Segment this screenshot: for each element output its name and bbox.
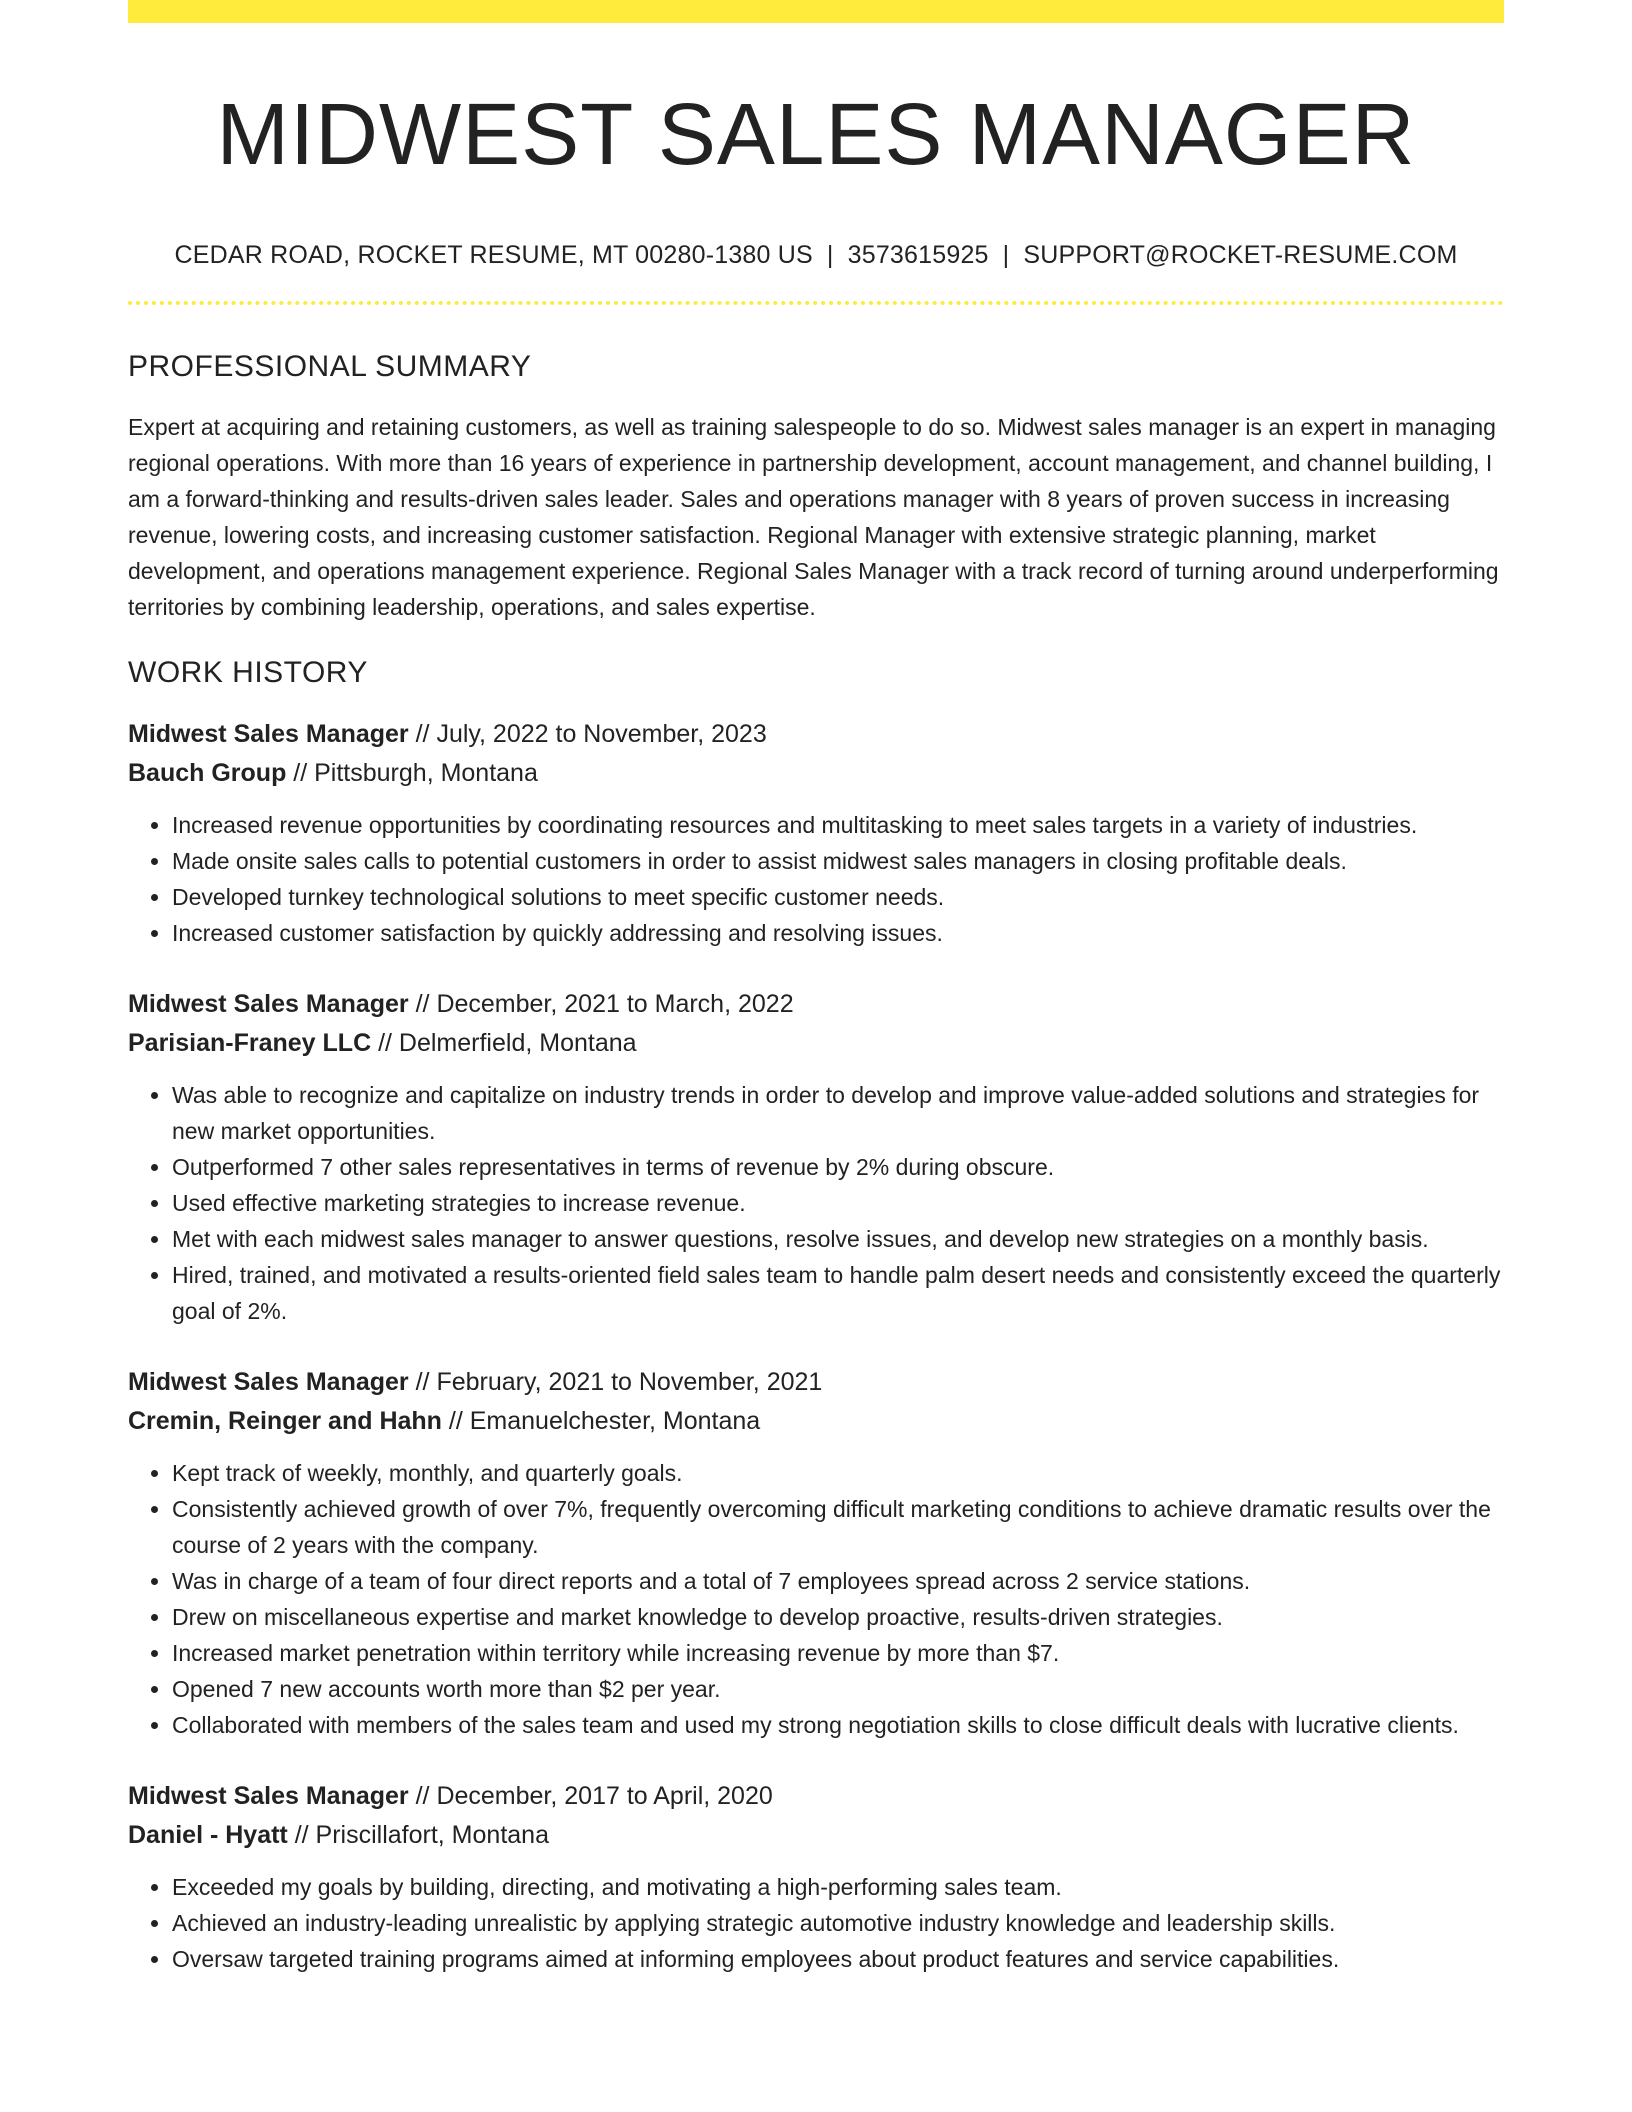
job-location: // Delmerfield, Montana [371,1029,637,1058]
job-company-line [128,754,1504,793]
job-entry [128,1777,1504,1977]
job-bullet: • Oversaw targeted training programs aimed at informing employees about product features and service capabilities. [172,1941,1504,1977]
job-title-line [128,1363,1504,1402]
summary-text: Expert at acquiring and retaining customers, as well as training salespeople to do so. Midwest sales manager is an expert in managing regional operations. With more than 16 years of experience in partnership development, account management, and channel building, I am a forward-thinking and results-driven sales leader. Sales and operations manager with 8 years of proven success in increasing revenue, lowering costs, and increasing customer satisfaction. Regional Manager with extensive strategic planning, market development, and operations management experience. Regional Sales Manager with a track record of turning around underperforming territories by combining leadership, operations, and sales expertise. [128,414,1499,621]
job-dates: // December, 2021 to March, 2022 [408,990,794,1019]
job-bullet: • Drew on miscellaneous expertise and market knowledge to develop proactive, results-driven strategies. [172,1599,1504,1635]
section-title-work-history: WORK HISTORY [128,656,368,690]
job-bullet: • Increased revenue opportunities by coordinating resources and multitasking to meet sales targets in a variety of industries. [172,807,1504,843]
job-bullet: • Increased customer satisfaction by quickly addressing and resolving issues. [172,915,1504,951]
job-title-line [128,715,1504,754]
job-bullet: • Collaborated with members of the sales team and used my strong negotiation skills to close difficult deals with lucrative clients. [172,1707,1504,1743]
job-dates: // December, 2017 to April, 2020 [408,1782,773,1811]
job-company-line [128,1816,1504,1855]
job-bullet: • Met with each midwest sales manager to answer questions, resolve issues, and develop new strategies on a monthly basis. [172,1221,1504,1257]
job-title: Midwest Sales Manager [128,990,409,1019]
job-company-line [128,1402,1504,1441]
job-bullet: • Developed turnkey technological solutions to meet specific customer needs. [172,879,1504,915]
job-bullets [128,1455,1504,1743]
job-dates: // July, 2022 to November, 2023 [408,720,767,749]
contact-email: SUPPORT@ROCKET-RESUME.COM [1023,241,1458,270]
job-bullet: • Made onsite sales calls to potential customers in order to assist midwest sales managers in closing profitable deals. [172,843,1504,879]
job-title-line [128,1777,1504,1816]
job-entry [128,715,1504,951]
job-bullets [128,1077,1504,1329]
job-company-line [128,1024,1504,1063]
job-location: // Priscillafort, Montana [287,1821,549,1850]
job-title: Midwest Sales Manager [128,1782,409,1811]
job-bullet: • Kept track of weekly, monthly, and quarterly goals. [172,1455,1504,1491]
job-dates: // February, 2021 to November, 2021 [408,1368,823,1397]
job-bullet: • Achieved an industry-leading unrealistic by applying strategic automotive industry knowledge and leadership skills. [172,1905,1504,1941]
job-company: Daniel - Hyatt [128,1821,288,1850]
job-bullet: • Was in charge of a team of four direct reports and a total of 7 employees spread across 2 service stations. [172,1563,1504,1599]
job-title: Midwest Sales Manager [128,1368,409,1397]
job-bullet: • Used effective marketing strategies to increase revenue. [172,1185,1504,1221]
job-entry [128,1363,1504,1743]
job-bullets [128,807,1504,951]
job-bullet: • Opened 7 new accounts worth more than $2 per year. [172,1671,1504,1707]
job-bullets [128,1869,1504,1977]
contact-line [128,241,1504,270]
contact-phone: 3573615925 [847,241,989,270]
accent-top-bar [128,0,1504,23]
job-bullet: • Was able to recognize and capitalize on industry trends in order to develop and improve value-added solutions and strategies for new market opportunities. [172,1077,1504,1149]
job-bullet: • Consistently achieved growth of over 7%, frequently overcoming difficult marketing conditions to achieve dramatic results over the course of 2 years with the company. [172,1491,1504,1563]
resume-page [128,0,1504,1977]
job-bullet: • Exceeded my goals by building, directing, and motivating a high-performing sales team. [172,1869,1504,1905]
contact-address: CEDAR ROAD, ROCKET RESUME, MT 00280-1380 US [174,241,813,270]
job-company: Cremin, Reinger and Hahn [128,1407,442,1436]
dotted-divider [128,301,1504,305]
job-title: Midwest Sales Manager [128,720,409,749]
contact-separator: | [826,241,834,270]
job-bullet: • Outperformed 7 other sales representatives in terms of revenue by 2% during obscure. [172,1149,1504,1185]
job-entry [128,985,1504,1329]
job-bullet: • Increased market penetration within territory while increasing revenue by more than $7. [172,1635,1504,1671]
job-bullet: • Hired, trained, and motivated a results-oriented field sales team to handle palm desert needs and consistently exceed the quarterly goal of 2%. [172,1257,1504,1329]
work-history-list [128,715,1504,1977]
job-location: // Emanuelchester, Montana [441,1407,761,1436]
job-company: Parisian-Franey LLC [128,1029,372,1058]
job-location: // Pittsburgh, Montana [286,759,538,788]
job-title-line [128,985,1504,1024]
contact-separator: | [1002,241,1010,270]
section-title-summary: PROFESSIONAL SUMMARY [128,350,532,384]
job-company: Bauch Group [128,759,287,788]
resume-name-heading: MIDWEST SALES MANAGER [216,86,1416,183]
